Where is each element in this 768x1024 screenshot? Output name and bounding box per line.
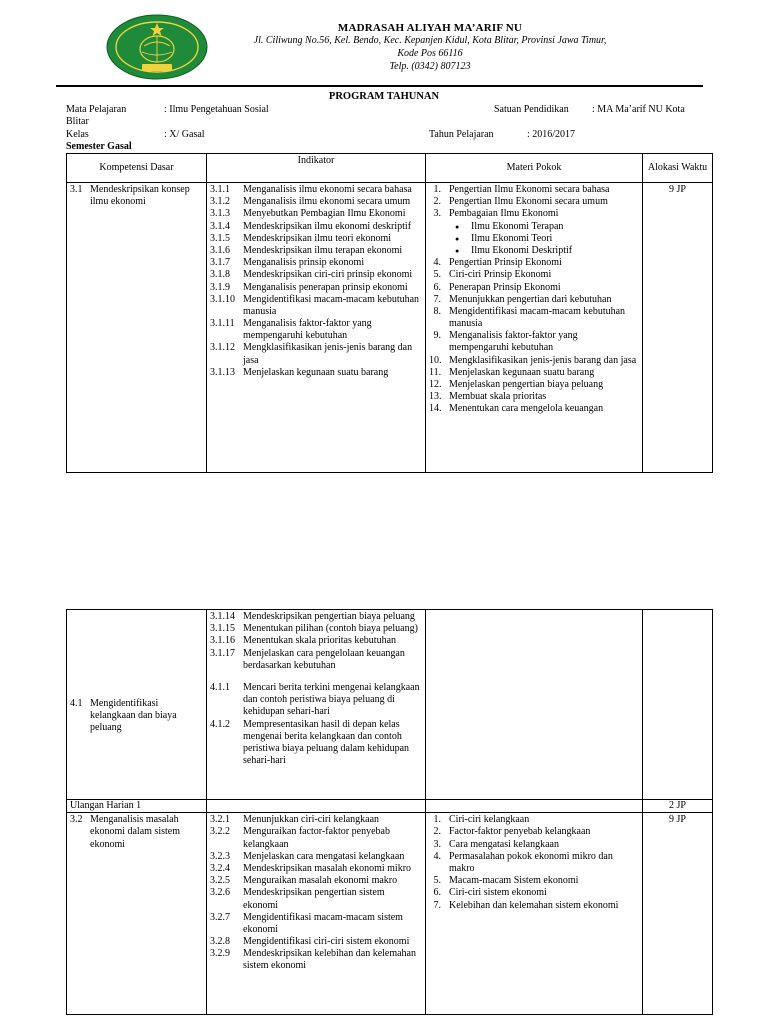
header-alokasi-waktu: Alokasi Waktu [643, 154, 713, 183]
header-divider [56, 85, 703, 87]
materi-item [429, 282, 639, 294]
indikator-number: 3.1.3 [210, 208, 230, 220]
indikator-number: 3.2.5 [210, 875, 230, 887]
materi-item [429, 184, 639, 196]
materi-number: 14. [429, 403, 442, 415]
materi-number: 5. [433, 269, 441, 281]
indikator-item [210, 719, 422, 768]
kd-cell [67, 610, 207, 800]
materi-item [429, 839, 639, 851]
kd-text: Menganalisis masalah ekonomi dalam sistem ekonomi [90, 814, 180, 850]
indikator-item [210, 682, 422, 719]
materi-text: Ciri-ciri sistem ekonomi [449, 887, 547, 899]
materi-item [429, 257, 639, 269]
indikator-item [210, 245, 422, 257]
materi-text: Membuat skala prioritas [449, 391, 547, 403]
materi-text: Menjelaskan kegunaan suatu barang [449, 366, 595, 378]
materi-text: Pengertian Prinsip Ekonomi [449, 257, 562, 269]
indikator-item [210, 635, 422, 647]
satuan-value-cont: Blitar [66, 116, 89, 127]
indikator-item [210, 342, 422, 366]
indikator-text: Mendeskripsikan pengertian biaya peluang [243, 611, 415, 622]
indikator-number: 3.1.16 [210, 635, 235, 647]
indikator-number: 3.1.5 [210, 232, 230, 244]
tahun-value: : 2016/2017 [527, 129, 576, 140]
materi-subitem [429, 221, 639, 233]
indikator-cell [207, 813, 426, 1015]
indikator-text: Mencari berita terkini mengenai kelangkaan dan contoh peristiwa biaya peluang di kehidupan sehari-hari [243, 681, 420, 718]
materi-number: 2. [433, 196, 441, 208]
indikator-item [210, 863, 422, 875]
indikator-item [210, 318, 422, 342]
materi-number: 9. [433, 330, 441, 342]
materi-subitem-text: Ilmu Ekonomi Teori [471, 232, 553, 244]
bullet-icon: ● [455, 222, 460, 231]
indikator-number: 3.1.4 [210, 220, 230, 232]
indikator-number: 3.1.12 [210, 342, 235, 354]
materi-item [429, 900, 639, 912]
indikator-item [210, 648, 422, 672]
indikator-text: Menyebutkan Pembagian Ilmu Ekonomi [243, 208, 406, 220]
kd-number: 3.2 [70, 814, 83, 826]
indikator-item [210, 826, 422, 850]
materi-item [429, 814, 639, 826]
kd-text: Mengidentifikasi kelangkaan dan biaya peluang [90, 698, 177, 734]
materi-item [429, 851, 639, 875]
materi-text: Menjelaskan pengertian biaya peluang [449, 379, 604, 390]
materi-text: Ciri-ciri kelangkaan [449, 814, 530, 826]
indikator-text: Mendeskripsikan ilmu ekonomi deskriptif [243, 220, 412, 232]
bullet-icon: ● [455, 246, 460, 255]
indikator-text: Mempresentasikan hasil di depan kelas mengenai berita kelangkaan dan contoh peristiwa biaya peluang dalam kehidupan sehari-hari [243, 718, 410, 767]
materi-item [429, 875, 639, 887]
address-line-2: Kode Pos 66116 [397, 48, 463, 60]
materi-number: 12. [429, 379, 442, 390]
materi-item [429, 306, 639, 330]
materi-item [429, 887, 639, 899]
indikator-number: 3.1.10 [210, 293, 235, 305]
indikator-text: Mendeskripsikan ilmu terapan ekonomi [243, 244, 403, 256]
kd-cell [67, 813, 207, 1015]
materi-text: Ciri-ciri Prinsip Ekonomi [449, 269, 552, 281]
materi-text: Factor-faktor penyebab kelangkaan [449, 826, 591, 838]
indikator-item [210, 623, 422, 635]
materi-text: Kelebihan dan kelemahan sistem ekonomi [449, 899, 619, 911]
indikator-text: Menentukan skala prioritas kebutuhan [243, 635, 397, 647]
alokasi-cell: 9 JP [643, 183, 713, 473]
indikator-item [210, 887, 422, 911]
address-line-1: Jl. Ciliwung No.56, Kel. Bendo, Kec. Kepanjen Kidul, Kota Blitar, Provinsi Jawa Timur, [253, 35, 607, 47]
header-indikator: Indikator [207, 154, 426, 183]
tahun-label: Tahun Pelajaran [429, 129, 494, 140]
indikator-item [210, 814, 422, 826]
indikator-text: Menganalisis ilmu ekonomi secara bahasa [243, 184, 412, 195]
indikator-text: Menjelaskan cara pengelolaan keuangan berdasarkan kebutuhan [243, 647, 405, 671]
materi-text: Macam-macam Sistem ekonomi [449, 875, 579, 887]
indikator-item [210, 221, 422, 233]
materi-item [429, 196, 639, 208]
materi-number: 3. [433, 208, 441, 220]
indikator-number: 3.2.6 [210, 887, 230, 899]
materi-item [429, 379, 639, 391]
indikator-text: Mengidentifikasi macam-macam sistem ekonomi [243, 911, 403, 935]
indikator-number: 3.2.1 [210, 814, 230, 826]
indikator-item [210, 875, 422, 887]
indikator-item [210, 208, 422, 220]
materi-text: Mengklasifikasikan jenis-jenis barang dan jasa [449, 354, 637, 366]
indikator-number: 3.1.7 [210, 257, 230, 269]
indikator-number: 3.1.9 [210, 281, 230, 293]
kd-cell [67, 183, 207, 473]
header-kompetensi-dasar: Kompetensi Dasar [67, 154, 207, 183]
address-line-3: Telp. (0342) 807123 [389, 61, 471, 72]
materi-item [429, 208, 639, 220]
indikator-cell [207, 610, 426, 800]
materi-number: 4. [433, 257, 441, 269]
materi-number: 7. [433, 899, 441, 911]
indikator-text: Menguraikan factor-faktor penyebab kelangkaan [243, 826, 390, 850]
indikator-text: Mengidentifikasi ciri-ciri sistem ekonomi [243, 936, 410, 948]
materi-text: Pengertian Ilmu Ekonomi secara bahasa [449, 184, 610, 195]
materi-item [429, 330, 639, 354]
materi-text: Menunjukkan pengertian dari kebutuhan [449, 293, 612, 305]
indikator-text: Menjelaskan cara mengatasi kelangkaan [243, 850, 405, 862]
indikator-item [210, 611, 422, 623]
indikator-number: 3.1.15 [210, 623, 235, 635]
materi-number: 4. [433, 850, 441, 862]
materi-text: Pembagaian Ilmu Ekonomi [449, 208, 559, 220]
indikator-number: 3.2.2 [210, 826, 230, 838]
materi-number: 2. [433, 826, 441, 838]
indikator-item [210, 196, 422, 208]
materi-cell [426, 610, 643, 800]
header-materi-pokok: Materi Pokok [426, 154, 643, 183]
semester-label: Semester Gasal [66, 141, 132, 152]
satuan-label: Satuan Pendidikan [494, 104, 569, 115]
materi-number: 3. [433, 838, 441, 850]
ulangan-alokasi: 2 JP [643, 800, 713, 813]
materi-text: Permasalahan pokok ekonomi mikro dan makro [449, 850, 613, 874]
materi-number: 1. [433, 814, 441, 826]
school-name: MADRASAH ALIYAH MA’ARIF NU [337, 22, 523, 34]
logo-emblem-icon [106, 14, 208, 80]
indikator-number: 4.1.1 [210, 681, 230, 693]
satuan-value: : MA Ma’arif NU Kota [592, 104, 685, 115]
ulangan-materi-empty [426, 800, 643, 813]
kelas-label: Kelas [66, 129, 89, 140]
indikator-item [210, 184, 422, 196]
indikator-number: 3.2.8 [210, 936, 230, 948]
alokasi-cell: 9 JP [643, 813, 713, 1015]
bullet-icon: ● [455, 234, 460, 243]
materi-number: 6. [433, 887, 441, 899]
mapel-label: Mata Pelajaran [66, 104, 127, 115]
indikator-number: 4.1.2 [210, 718, 230, 730]
alokasi-cell [643, 610, 713, 800]
kd-text: Mendeskripsikan konsep ilmu ekonomi [90, 184, 190, 208]
materi-item [429, 269, 639, 281]
materi-number: 1. [433, 184, 441, 195]
materi-text: Menganalisis faktor-faktor yang mempengaruhi kebutuhan [449, 330, 578, 354]
indikator-item [210, 257, 422, 269]
materi-item [429, 391, 639, 403]
indikator-number: 3.1.8 [210, 269, 230, 281]
indikator-number: 3.2.4 [210, 862, 230, 874]
indikator-number: 3.1.13 [210, 366, 235, 378]
indikator-cell [207, 183, 426, 473]
indikator-item [210, 233, 422, 245]
indikator-item [210, 936, 422, 948]
materi-subitem-text: Ilmu Ekonomi Deskriptif [471, 244, 573, 256]
indikator-text: Menunjukkan ciri-ciri kelangkaan [243, 814, 380, 826]
materi-text: Menentukan cara mengelola keuangan [449, 403, 604, 415]
indikator-number: 3.1.1 [210, 184, 230, 195]
materi-subitem [429, 245, 639, 257]
document-title: PROGRAM TAHUNAN [328, 91, 440, 102]
mapel-value: : Ilmu Pengetahuan Sosial [164, 104, 269, 115]
indikator-text: Mengklasifikasikan jenis-jenis barang dan jasa [243, 342, 413, 366]
indikator-text: Menganalisis faktor-faktor yang mempengaruhi kebutuhan [243, 318, 372, 342]
indikator-text: Mendeskripsikan masalah ekonomi mikro [243, 862, 412, 874]
ulangan-label: Ulangan Harian 1 [67, 800, 207, 813]
indikator-number: 3.1.6 [210, 244, 230, 256]
materi-subitem [429, 233, 639, 245]
indikator-number: 3.2.7 [210, 911, 230, 923]
indikator-item [210, 269, 422, 281]
materi-number: 5. [433, 875, 441, 887]
indikator-text: Mendeskripsikan kelebihan dan kelemahan sistem ekonomi [243, 948, 416, 972]
indikator-text: Menentukan pilihan (contoh biaya peluang) [243, 623, 418, 635]
indikator-number: 3.2.9 [210, 948, 230, 960]
materi-number: 13. [429, 391, 442, 403]
materi-item [429, 826, 639, 838]
materi-item [429, 403, 639, 415]
kd-number: 4.1 [70, 698, 83, 709]
indikator-number: 3.2.3 [210, 850, 230, 862]
indikator-item [210, 912, 422, 936]
indikator-item [210, 294, 422, 318]
indikator-item [210, 367, 422, 379]
indikator-text: Mendeskripsikan ilmu teori ekonomi [243, 232, 392, 244]
indikator-item [210, 948, 422, 972]
materi-number: 7. [433, 293, 441, 305]
materi-subitem-text: Ilmu Ekonomi Terapan [471, 220, 564, 232]
letterhead [210, 22, 650, 74]
materi-cell [426, 813, 643, 1015]
indikator-number: 3.1.2 [210, 196, 230, 208]
materi-text: Penerapan Prinsip Ekonomi [449, 281, 561, 293]
materi-item [429, 294, 639, 306]
indikator-number: 3.1.11 [210, 318, 235, 330]
indikator-number: 3.1.17 [210, 647, 235, 659]
indikator-text: Mengidentifikasi macam-macam kebutuhan manusia [243, 293, 420, 317]
indikator-item [210, 851, 422, 863]
materi-item [429, 355, 639, 367]
materi-text: Pengertian Ilmu Ekonomi secara umum [449, 196, 608, 208]
indikator-text: Mendeskripsikan ciri-ciri prinsip ekonomi [243, 269, 413, 281]
materi-number: 8. [433, 305, 441, 317]
materi-cell [426, 183, 643, 473]
indikator-text: Menjelaskan kegunaan suatu barang [243, 366, 389, 378]
school-logo [106, 14, 208, 80]
materi-number: 10. [429, 354, 442, 366]
materi-item [429, 367, 639, 379]
indikator-item [210, 282, 422, 294]
program-table-page-2 [66, 609, 713, 1015]
materi-number: 11. [429, 366, 442, 378]
materi-number: 6. [433, 281, 441, 293]
indikator-number: 3.1.14 [210, 611, 235, 622]
indikator-text: Menganalisis ilmu ekonomi secara umum [243, 196, 411, 208]
indikator-text: Menganalisis penerapan prinsip ekonomi [243, 281, 408, 293]
indikator-text: Mendeskripsikan pengertian sistem ekonomi [243, 887, 385, 911]
materi-text: Mengidentifikasi macam-macam kebutuhan manusia [449, 305, 626, 330]
ulangan-indikator-empty [207, 800, 426, 813]
indikator-text: Menganalisis prinsip ekonomi [243, 257, 365, 269]
kelas-value: : X/ Gasal [164, 129, 205, 140]
kd-number: 3.1 [70, 184, 83, 195]
materi-text: Cara mengatasi kelangkaan [449, 838, 559, 850]
indikator-text: Menguraikan masalah ekonomi makro [243, 875, 398, 887]
program-table-page-1 [66, 153, 713, 473]
